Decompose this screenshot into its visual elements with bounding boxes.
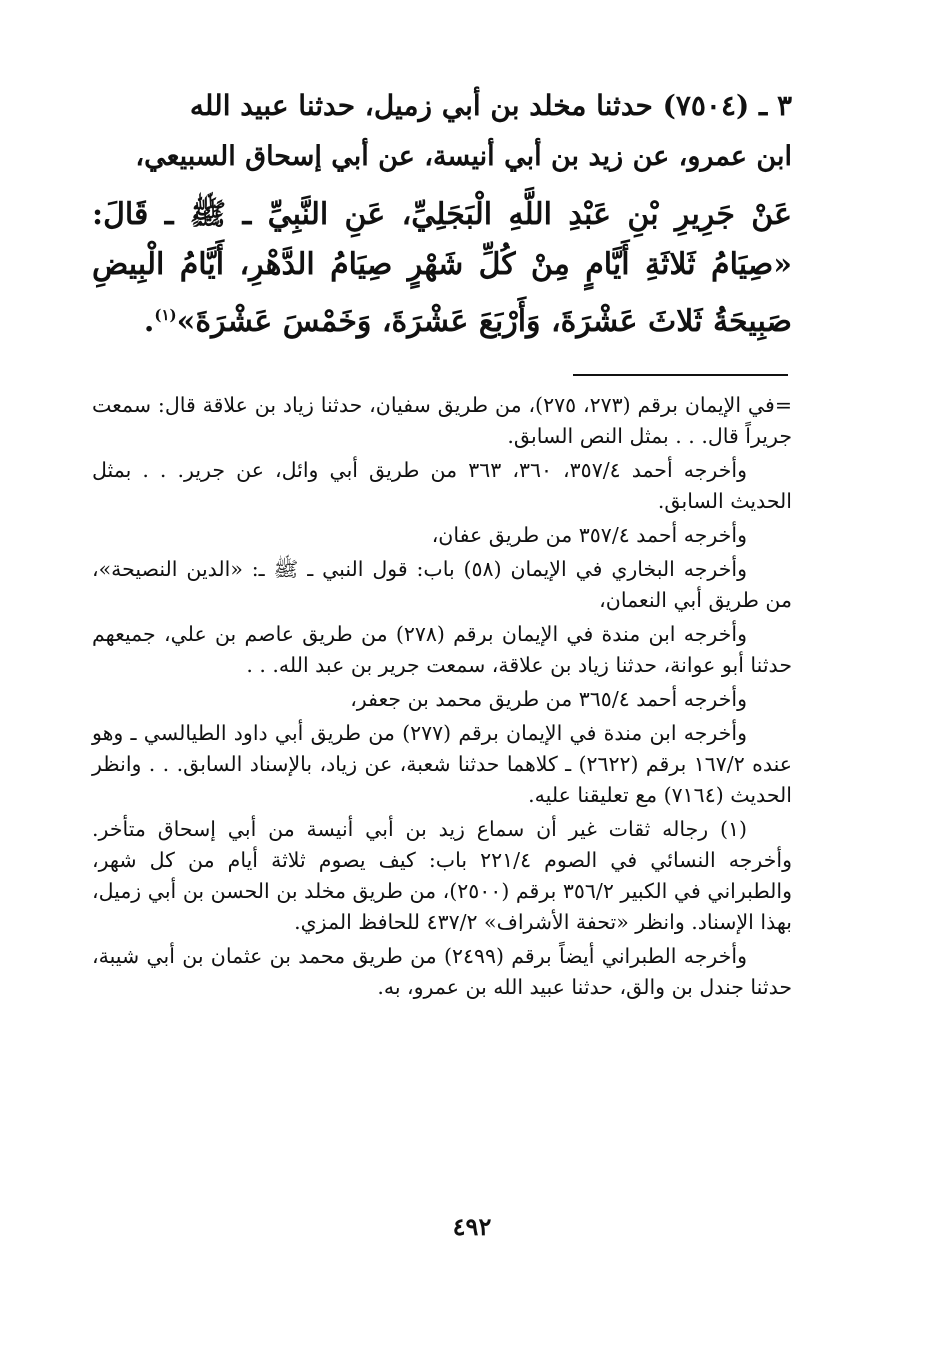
- footnote-paragraph: وأخرجه البخاري في الإيمان (٥٨) باب: قول النبي ـ ﷺ ـ: «الدين النصيحة»، من طريق أبي النعمان،: [92, 557, 792, 612]
- footnote-paragraph: وأخرجه الطبراني أيضاً برقم (٢٤٩٩) من طريق محمد بن عثمان بن أبي شيبة، حدثنا جندل بن والق، حدثنا عبيد الله بن عمرو، به.: [92, 944, 792, 999]
- footnote-paragraph: وأخرجه ابن مندة في الإيمان برقم (٢٧٨) من طريق عاصم بن علي، جميعهم حدثنا أبو عوانة، حدثنا زياد بن علاقة، سمعت جرير بن عبد الله. . .: [92, 622, 792, 677]
- footnote-paragraph: وأخرجه أحمد ٣٥٧/٤ من طريق عفان،: [431, 523, 747, 547]
- isnad-line-1: ٣ ـ (٧٥٠٤) حدثنا مخلد بن أبي زميل، حدثنا عبيد الله: [189, 89, 792, 122]
- footnote-paragraph: وأخرجه أحمد ٣٦٥/٤ من طريق محمد بن جعفر،: [350, 687, 747, 711]
- footnote-separator: [573, 374, 788, 376]
- footnote-marker: (١): [154, 306, 177, 324]
- hadith-block: [92, 80, 792, 347]
- footnotes: [92, 390, 792, 1006]
- end-mark: .: [143, 304, 155, 339]
- isnad-line-2: ابن عمرو، عن زيد بن أبي أنيسة، عن أبي إسحاق السبيعي،: [135, 141, 792, 172]
- footnote-paragraph: وأخرجه أحمد ٣٥٧/٤، ٣٦٠، ٣٦٣ من طريق أبي وائل، عن جرير. . . بمثل الحديث السابق.: [92, 458, 792, 513]
- footnote-paragraph: (١) رجاله ثقات غير أن سماع زيد بن أبي أنيسة من أبي إسحاق متأخر. وأخرجه النسائي في الصوم ٢٢١/٤ باب: كيف يصوم ثلاثة أيام من كل شهر، والطبراني في الكبير ٣٥٦/٢ برقم (٢٥٠٠)، من طريق مخلد بن الحسن بن أبي زميل، بهذا الإسناد. وانظر «تحفة الأشراف» ٤٣٧/٢ للحافظ المزي.: [92, 817, 792, 934]
- chain-text: عَنْ جَرِيرِ بْنِ عَبْدِ اللَّهِ الْبَجَلِيِّ، عَنِ النَّبِيِّ ـ ﷺ ـ قَالَ:: [92, 197, 792, 232]
- footnote-paragraph: =في الإيمان برقم (٢٧٣، ٢٧٥)، من طريق سفيان، حدثنا زياد بن علاقة قال: سمعت جريراً قال. . . بمثل النص السابق.: [92, 393, 792, 448]
- page-number: ٤٩٢: [452, 1212, 492, 1241]
- matn-text: «صِيَامُ ثَلاثَةِ أَيَّامٍ مِنْ كُلِّ شَهْرٍ صِيَامُ الدَّهْرِ، أَيَّامُ الْبِيضِ صَبِيحَةُ ثَلاثَ عَشْرَةَ، وَأَرْبَعَ عَشْرَةَ، وَخَمْسَ عَشْرَةَ»: [92, 247, 792, 339]
- footnote-paragraph: وأخرجه ابن مندة في الإيمان برقم (٢٧٧) من طريق أبي داود الطيالسي ـ وهو عنده ١٦٧/٢ برقم (٢٦٢٢) ـ كلاهما حدثنا شعبة، عن زياد، بالإسناد السابق. . . وانظر الحديث (٧١٦٤) مع تعليقنا عليه.: [92, 721, 792, 807]
- hadith-text: [92, 190, 792, 347]
